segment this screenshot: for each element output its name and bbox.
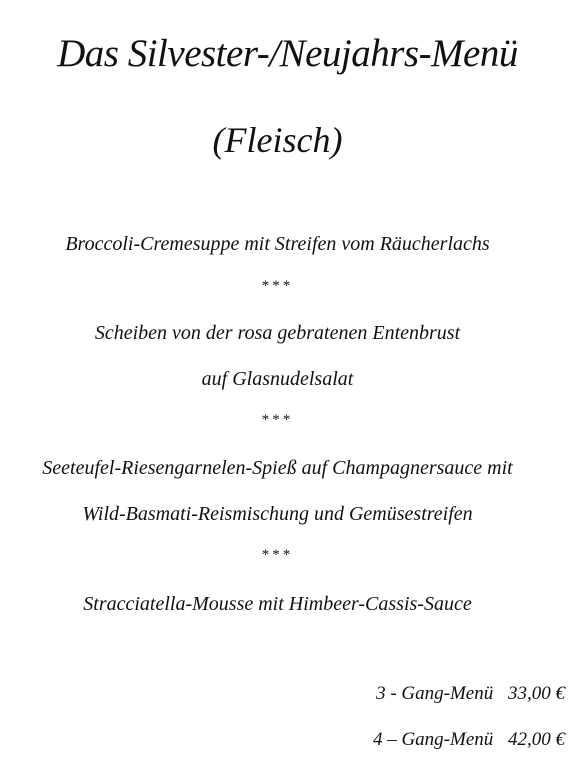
price-label: 4 – Gang-Menü [372, 729, 494, 750]
price-value: 42,00 € [508, 729, 565, 750]
course-2-line-2: auf Glasnudelsalat [201, 368, 354, 390]
course-4-text: Stracciatella-Mousse mit Himbeer-Cassis-Sauce [83, 593, 472, 615]
price-row-3-gang [376, 682, 565, 706]
menu-subtitle: (Fleisch) [212, 120, 343, 160]
price-label: 3 - Gang-Menü [376, 683, 494, 704]
course-separator-1: *** [261, 278, 294, 294]
price-value: 33,00 € [508, 683, 565, 704]
course-3-line-1: Seeteufel-Riesengarnelen-Spieß auf Champagnersauce mit [42, 457, 513, 479]
course-1-text: Broccoli-Cremesuppe mit Streifen vom Räucherlachs [65, 233, 490, 255]
menu-title: Das Silvester-/Neujahrs-Menü [57, 32, 518, 75]
course-separator-2: *** [261, 412, 294, 428]
course-separator-3: *** [261, 547, 294, 563]
price-row-4-gang [373, 728, 565, 752]
course-2-line-1: Scheiben von der rosa gebratenen Entenbrust [94, 322, 461, 344]
course-3-line-2: Wild-Basmati-Reismischung und Gemüsestreifen [82, 503, 473, 525]
